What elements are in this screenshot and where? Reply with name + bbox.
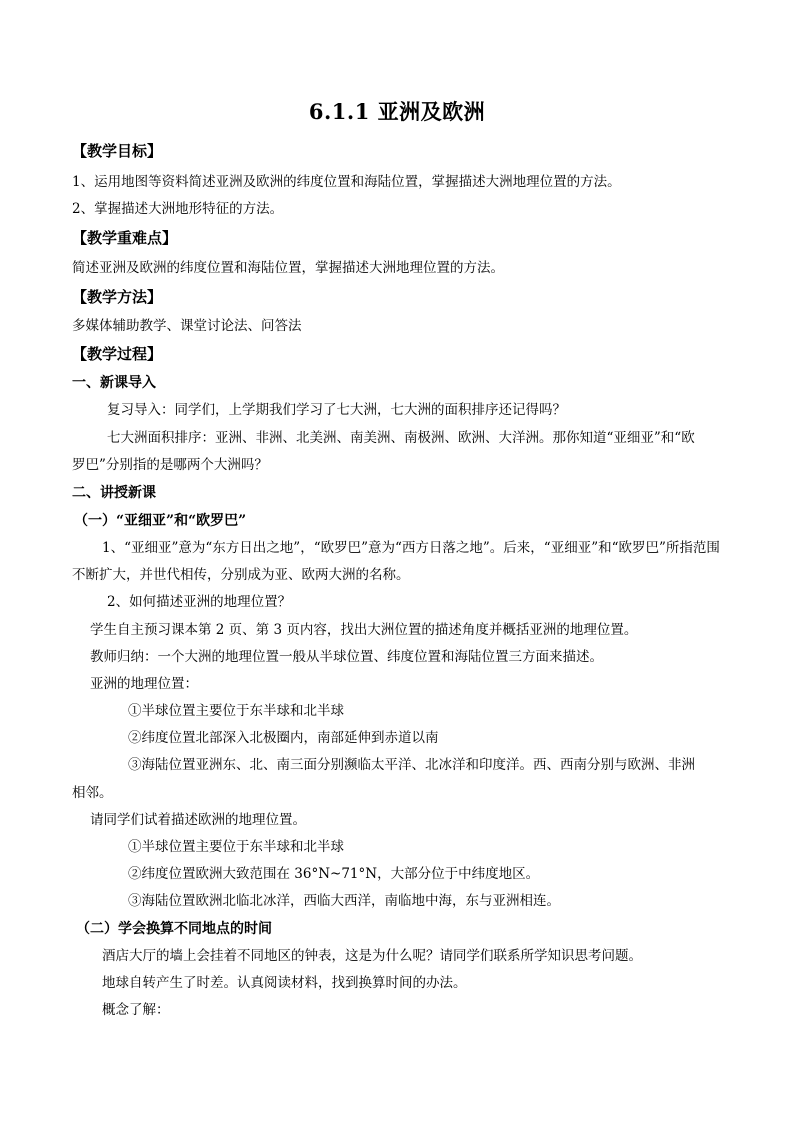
list-item-asia-latitude: ②纬度位置北部深入北极圈内，南部延伸到赤道以南 bbox=[128, 730, 439, 746]
paragraph-review-intro: 复习导入：同学们，上学期我们学习了七大洲，七大洲的面积排序还记得吗？ bbox=[107, 402, 566, 418]
list-item-asia-land-sea: ③海陆位置亚洲东、北、南三面分别濒临太平洋、北冰洋和印度洋。西、西南分别与欧洲、非洲 bbox=[128, 757, 695, 773]
paragraph-how-describe-asia: 2、如何描述亚洲的地理位置？ bbox=[107, 594, 292, 610]
subheading-time-conversion: （二）学会换算不同地点的时间 bbox=[76, 921, 272, 937]
list-item-asia-land-sea-cont: 相邻。 bbox=[72, 785, 113, 801]
paragraph-name-meaning-cont: 不断扩大，并世代相传，分别成为亚、欧两大洲的名称。 bbox=[72, 567, 410, 583]
paragraph-continent-ranking: 七大洲面积排序：亚洲、非洲、北美洲、南美洲、南极洲、欧洲、大洋洲。那你知道“亚细亚”和“欧 bbox=[107, 430, 695, 446]
document-title: 6.1.1 亚洲及欧洲 bbox=[308, 99, 486, 124]
paragraph-student-preview: 学生自主预习课本第 2 页、第 3 页内容，找出大洲位置的描述角度并概括亚洲的地理位置。 bbox=[90, 622, 638, 638]
paragraph-describe-europe: 请同学们试着描述欧洲的地理位置。 bbox=[90, 812, 306, 828]
paragraph-teaching-methods: 多媒体辅助教学、课堂讨论法、问答法 bbox=[72, 318, 302, 334]
list-item-europe-hemisphere: ①半球位置主要位于东半球和北半球 bbox=[128, 839, 344, 855]
paragraph-name-meaning: 1、“亚细亚”意为“东方日出之地”，“欧罗巴”意为“西方日落之地”。后来，“亚细亚”和“欧罗巴”所指范围 bbox=[102, 540, 720, 556]
section-heading-teaching-goals: 【教学目标】 bbox=[72, 142, 163, 160]
paragraph-key-points: 简述亚洲及欧洲的纬度位置和海陆位置，掌握描述大洲地理位置的方法。 bbox=[72, 260, 504, 276]
list-item-europe-latitude: ②纬度位置欧洲大致范围在 36°N~71°N，大部分位于中纬度地区。 bbox=[128, 866, 540, 882]
list-item-asia-hemisphere: ①半球位置主要位于东半球和北半球 bbox=[128, 703, 344, 719]
paragraph-concept-intro: 概念了解： bbox=[102, 1002, 170, 1018]
paragraph-time-difference: 地球自转产生了时差。认真阅读材料，找到换算时间的办法。 bbox=[102, 975, 467, 991]
list-item-europe-land-sea: ③海陆位置欧洲北临北冰洋，西临大西洋，南临地中海，东与亚洲相连。 bbox=[128, 893, 560, 909]
paragraph-continent-ranking-cont: 罗巴”分别指的是哪两个大洲吗？ bbox=[72, 457, 268, 473]
paragraph-goal-1: 1、运用地图等资料简述亚洲及欧洲的纬度位置和海陆位置，掌握描述大洲地理位置的方法。 bbox=[72, 174, 621, 190]
section-heading-key-points: 【教学重难点】 bbox=[72, 229, 178, 247]
paragraph-teacher-summary: 教师归纳：一个大洲的地理位置一般从半球位置、纬度位置和海陆位置三方面来描述。 bbox=[90, 649, 603, 665]
paragraph-asia-location-heading: 亚洲的地理位置： bbox=[90, 676, 198, 692]
section-heading-teaching-methods: 【教学方法】 bbox=[72, 288, 163, 306]
subheading-new-lesson: 二、讲授新课 bbox=[72, 485, 156, 501]
subheading-new-lesson-intro: 一、新课导入 bbox=[72, 375, 156, 391]
section-heading-teaching-process: 【教学过程】 bbox=[72, 345, 163, 363]
subheading-asia-europe-names: （一）“亚细亚”和“欧罗巴” bbox=[74, 513, 247, 529]
paragraph-goal-2: 2、掌握描述大洲地形特征的方法。 bbox=[72, 201, 284, 217]
paragraph-hotel-clocks: 酒店大厅的墙上会挂着不同地区的钟表，这是为什么呢？请同学们联系所学知识思考问题。 bbox=[102, 948, 642, 964]
